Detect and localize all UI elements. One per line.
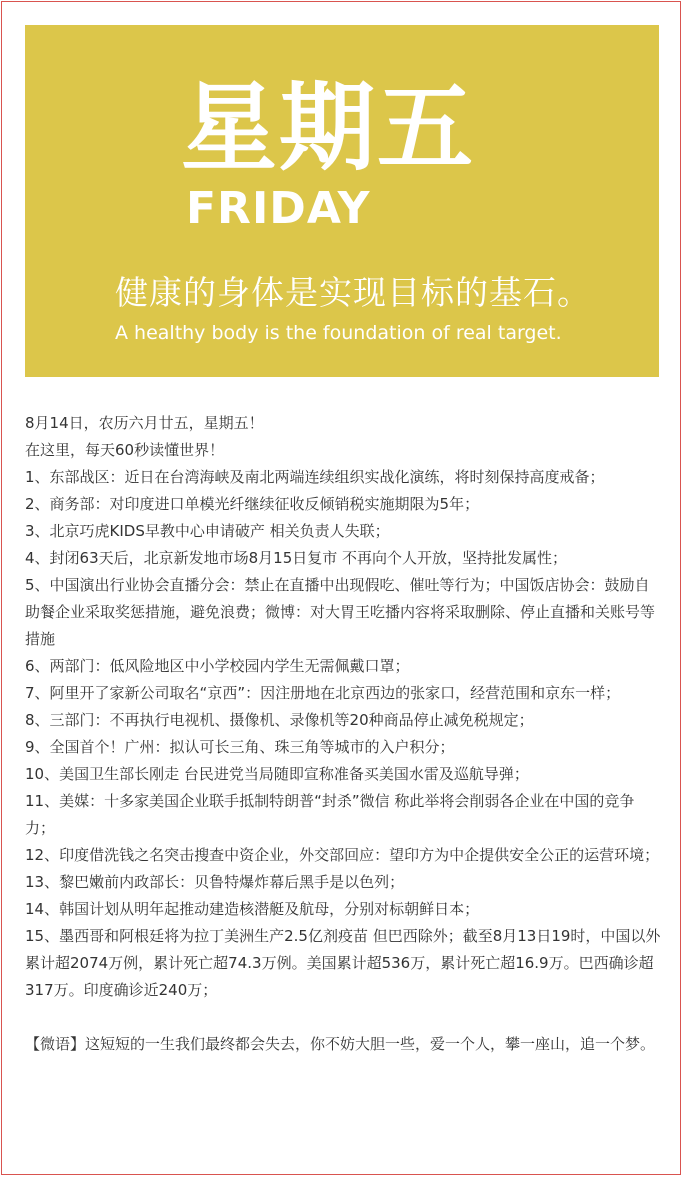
news-item-7: 7、阿里开了家新公司取名“京西”：因注册地在北京西边的张家口，经营范围和京东一样； <box>25 684 621 702</box>
friday-banner <box>25 25 659 377</box>
news-content <box>25 410 663 1058</box>
news-item-8: 8、三部门：不再执行电视机、摄像机、录像机等20种商品停止减免税规定； <box>25 711 534 729</box>
news-item-2: 2、商务部：对印度进口单模光纤继续征收反倾销税实施期限为5年； <box>25 495 480 513</box>
news-item-14: 14、韩国计划从明年起推动建造核潜艇及航母，分别对标朝鲜日本； <box>25 900 480 918</box>
news-item-4: 4、封闭63天后，北京新发地市场8月15日复市 不再向个人开放，坚持批发属性； <box>25 549 568 567</box>
news-item-10: 10、美国卫生部长刚走 台民进党当局随即宣称准备买美国水雷及巡航导弹； <box>25 765 529 783</box>
banner-chinese-motto: 健康的身体是实现目标的基石。 <box>115 273 591 312</box>
banner-english-motto: A healthy body is the foundation of real target. <box>115 322 562 344</box>
news-item-15: 15、墨西哥和阿根廷将为拉丁美洲生产2.5亿剂疫苗 但巴西除外；截至8月13日19时，中国以外累计超2074万例，累计死亡超74.3万例。美国累计超536万，累计死亡超16.9万。巴西确诊超317万。印度确诊近240万； <box>25 927 661 999</box>
news-item-12: 12、印度借洗钱之名突击搜查中资企业，外交部回应：望印方为中企提供安全公正的运营环境； <box>25 846 660 864</box>
banner-weekday-title: 星期五 <box>181 72 475 184</box>
news-item-5: 5、中国演出行业协会直播分会：禁止在直播中出现假吃、催吐等行为；中国饭店协会：鼓励自助餐企业采取奖惩措施，避免浪费；微博：对大胃王吃播内容将采取删除、停止直播和关账号等措施 <box>25 576 656 648</box>
daily-quote: 【微语】这短短的一生我们最终都会失去，你不妨大胆一些，爱一个人，攀一座山，追一个梦。 <box>25 1035 656 1053</box>
date-line: 8月14日，农历六月廿五，星期五！ <box>25 414 264 432</box>
banner-english-weekday: FRIDAY <box>186 183 371 234</box>
news-item-3: 3、北京巧虎KIDS早教中心申请破产 相关负责人失联； <box>25 522 390 540</box>
news-item-1: 1、东部战区：近日在台湾海峡及南北两端连续组织实战化演练，将时刻保持高度戒备； <box>25 468 605 486</box>
news-item-6: 6、两部门：低风险地区中小学校园内学生无需佩戴口罩； <box>25 657 410 675</box>
tagline: 在这里，每天60秒读懂世界！ <box>25 441 225 459</box>
news-item-11: 11、美媒：十多家美国企业联手抵制特朗普“封杀”微信 称此举将会削弱各企业在中国的竞争力； <box>25 792 635 837</box>
news-item-9: 9、全国首个！广州：拟认可长三角、珠三角等城市的入户积分； <box>25 738 455 756</box>
news-item-13: 13、黎巴嫩前内政部长：贝鲁特爆炸幕后黑手是以色列； <box>25 873 405 891</box>
spacer <box>25 1004 663 1031</box>
